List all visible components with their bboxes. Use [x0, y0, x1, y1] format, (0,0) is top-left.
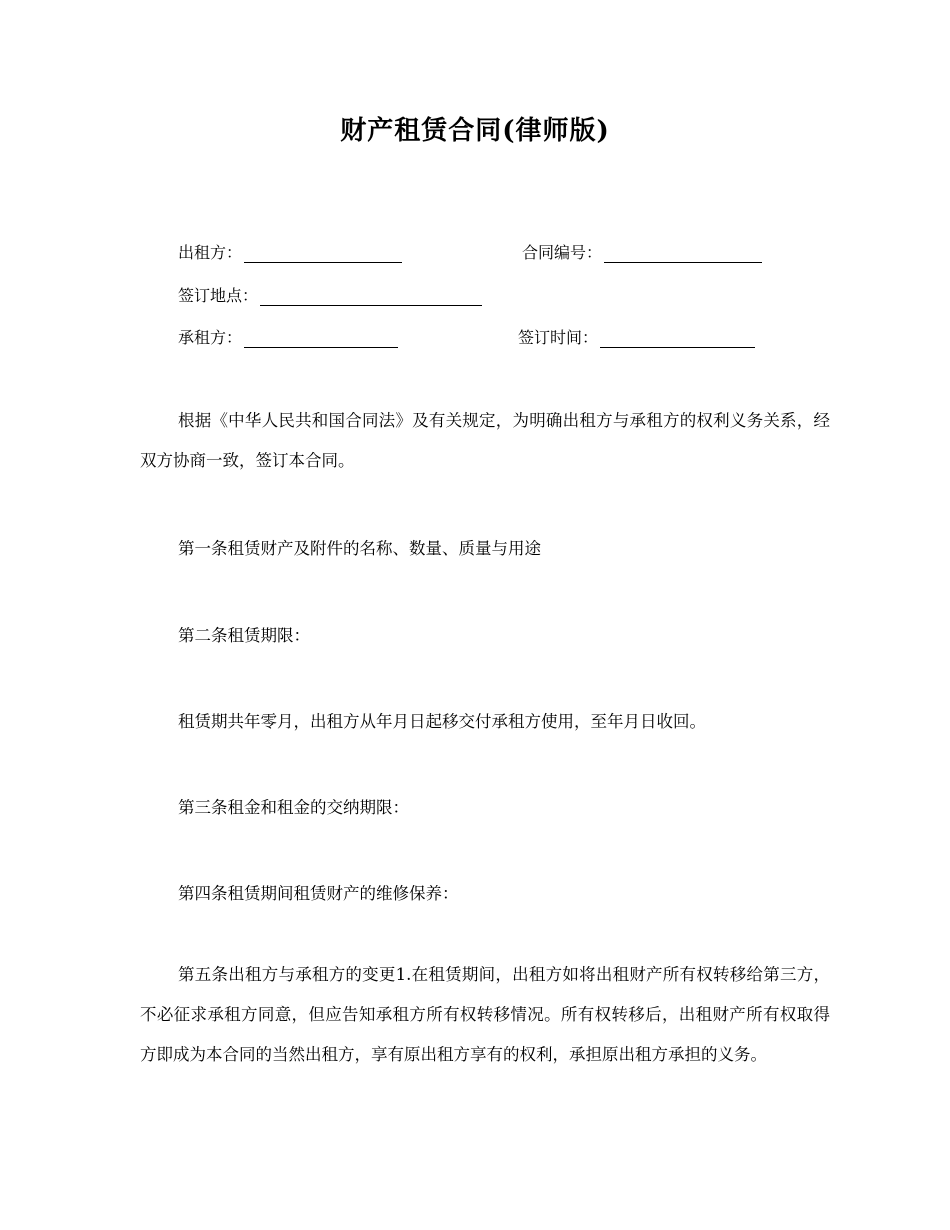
article-5-paragraph: 第五条出租方与承租方的变更1.在租赁期间，出租方如将出租财产所有权转移给第三方，不必征求承租方同意，但应告知承租方所有权转移情况。所有权转移后，出租财产所有权取得方即成为本合同的当然出租方，享有原出租方享有的权利，承担原出租方承担的义务。	[140, 965, 830, 1064]
article-1-heading: 第一条租赁财产及附件的名称、数量、质量与用途	[178, 539, 541, 558]
sign-time-blank[interactable]	[600, 331, 755, 348]
intro-paragraph: 根据《中华人民共和国合同法》及有关规定，为明确出租方与承租方的权利义务关系，经双方协商一致，签订本合同。	[140, 411, 830, 470]
sign-place-blank[interactable]	[260, 289, 482, 306]
sign-place-field	[178, 286, 482, 306]
sign-time-field	[518, 328, 755, 348]
sign-time-label: 签订时间：	[518, 328, 599, 347]
document-title: 财产租赁合同(律师版)	[340, 116, 610, 146]
article-3-heading: 第三条租金和租金的交纳期限：	[178, 798, 409, 817]
lessee-label: 承租方：	[178, 328, 243, 347]
lease-term-paragraph: 租赁期共年零月，出租方从年月日起移交付承租方使用，至年月日收回。	[178, 712, 706, 731]
lessor-field	[178, 243, 402, 263]
article-4-heading: 第四条租赁期间租赁财产的维修保养：	[178, 884, 459, 903]
lessor-label: 出租方：	[178, 243, 243, 262]
contract-no-blank[interactable]	[604, 246, 762, 263]
lessee-field	[178, 328, 398, 348]
contract-no-label: 合同编号：	[522, 243, 603, 262]
lessee-blank[interactable]	[244, 331, 398, 348]
lessor-blank[interactable]	[244, 246, 402, 263]
article-2-heading: 第二条租赁期限：	[178, 626, 310, 645]
contract-no-field	[522, 243, 762, 263]
sign-place-label: 签订地点：	[178, 286, 259, 305]
